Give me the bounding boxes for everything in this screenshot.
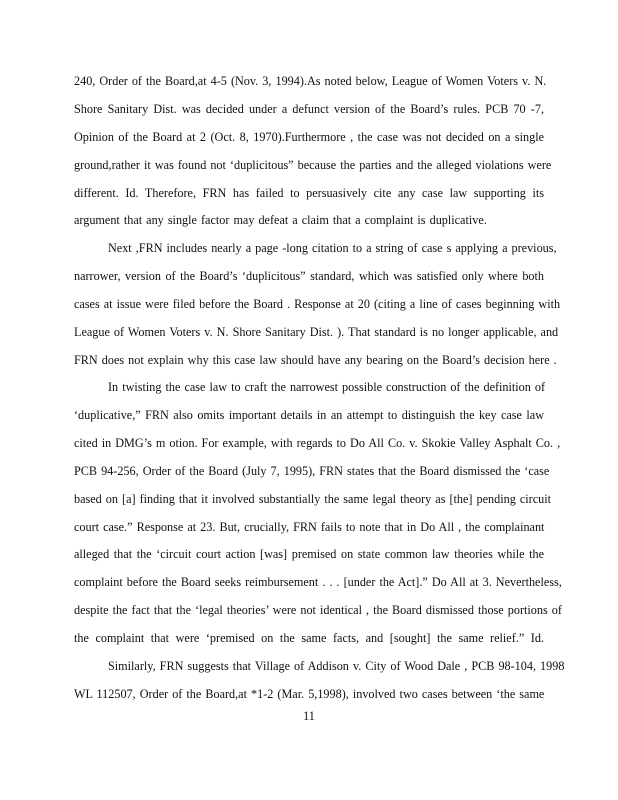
text-line: argument that any single factor may defeat a claim that a complaint is duplicative. — [74, 213, 487, 227]
text-line: narrower, version of the Board’s ‘duplicitous” standard, which was satisfied only where both — [74, 269, 544, 283]
text-line: FRN does not explain why this case law should have any bearing on the Board’s decision here . — [74, 353, 557, 367]
paragraph-first-line: Next ,FRN includes nearly a page -long citation to a string of case s applying a previous, — [108, 241, 557, 255]
paragraph-first-line: In twisting the case law to craft the narrowest possible construction of the definition of — [108, 380, 546, 394]
text-line: alleged that the ‘circuit court action [was] premised on state common law theories while the — [74, 547, 544, 561]
text-line: despite the fact that the ‘legal theories’ were not identical , the Board dismissed those portions of — [74, 603, 562, 617]
text-line: Opinion of the Board at 2 (Oct. 8, 1970).Furthermore , the case was not decided on a single — [74, 130, 544, 144]
text-line: the complaint that were ‘premised on the same facts, and [sought] the same relief.” Id. — [74, 631, 544, 645]
paragraph-first-line: Similarly, FRN suggests that Village of Addison v. City of Wood Dale , PCB 98-104, 1998 — [108, 659, 565, 673]
text-line: court case.” Response at 23. But, crucially, FRN fails to note that in Do All , the complainant — [74, 520, 545, 534]
text-line: 240, Order of the Board,at 4-5 (Nov. 3, 1994).As noted below, League of Women Voters v. N. — [74, 74, 547, 88]
text-line: cases at issue were filed before the Board . Response at 20 (citing a line of cases beginning with — [74, 297, 561, 311]
text-line: ground,rather it was found not ‘duplicitous” because the parties and the alleged violations were — [74, 158, 552, 172]
text-line: WL 112507, Order of the Board,at *1-2 (Mar. 5,1998), involved two cases between ‘the same — [74, 687, 545, 701]
text-line: League of Women Voters v. N. Shore Sanitary Dist. ). That standard is no longer applicable, and — [74, 325, 559, 339]
text-line: cited in DMG’s m otion. For example, with regards to Do All Co. v. Skokie Valley Asphalt Co. , — [74, 436, 561, 450]
text-line: ‘duplicative,” FRN also omits important details in an attempt to distinguish the key case law — [74, 408, 544, 422]
text-line: complaint before the Board seeks reimbursement . . . [under the Act].” Do All at 3. Nevertheless, — [74, 575, 562, 589]
text-line: different. Id. Therefore, FRN has failed to persuasively cite any case law supporting its — [74, 186, 544, 200]
text-line: Shore Sanitary Dist. was decided under a defunct version of the Board’s rules. PCB 70 -7, — [74, 102, 544, 116]
text-line: PCB 94-256, Order of the Board (July 7, 1995), FRN states that the Board dismissed the ‘case — [74, 464, 550, 478]
text-line: based on [a] finding that it involved substantially the same legal theory as [the] pending circuit — [74, 492, 551, 506]
page-number: 11 — [303, 709, 315, 723]
